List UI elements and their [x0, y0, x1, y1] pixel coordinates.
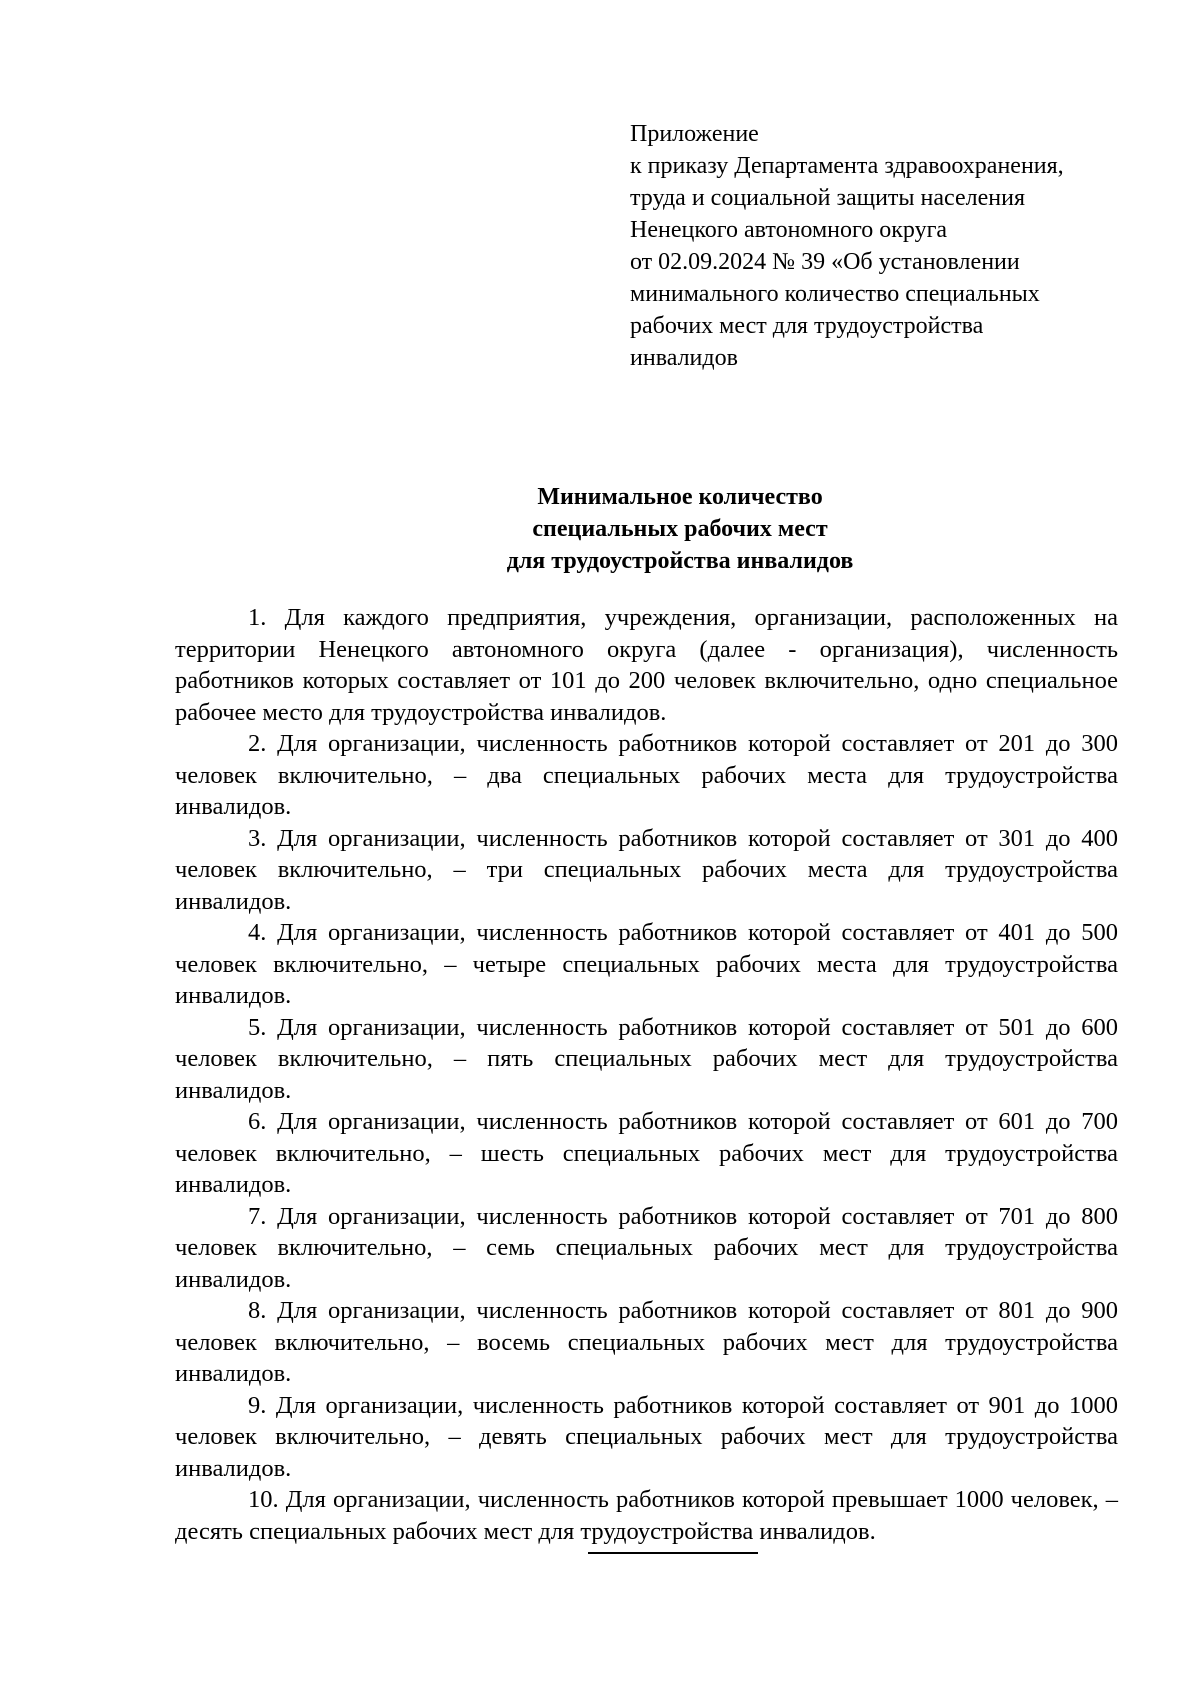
paragraph-10: 10. Для организации, численность работников которой превышает 1000 человек, – десять специальных рабочих мест для трудоустройства инвалидов.	[175, 1486, 1118, 1545]
appendix-line: к приказу Департамента здравоохранения,	[630, 153, 1064, 179]
paragraph-4: 4. Для организации, численность работников которой составляет от 401 до 500 человек включительно, – четыре специальных рабочих места для трудоустройства инвалидов.	[175, 919, 1118, 1009]
title-line: специальных рабочих мест	[532, 516, 828, 542]
paragraph-1: 1. Для каждого предприятия, учреждения, организации, расположенных на территории Ненецкого автономного округа (далее - организация), численность работников которых составляет от 101 до 200 человек включительно, одно специальное рабочее место для трудоустройства инвалидов.	[175, 604, 1118, 726]
appendix-header	[630, 118, 1150, 374]
appendix-line: Ненецкого автономного округа	[630, 217, 948, 243]
paragraph-3: 3. Для организации, численность работников которой составляет от 301 до 400 человек включительно, – три специальных рабочих места для трудоустройства инвалидов.	[175, 824, 1118, 915]
paragraph-5: 5. Для организации, численность работников которой составляет от 501 до 600 человек включительно, – пять специальных рабочих мест для трудоустройства инвалидов.	[175, 1013, 1118, 1104]
paragraph-2: 2. Для организации, численность работников которой составляет от 201 до 300 человек включительно, – два специальных рабочих места для трудоустройства инвалидов.	[175, 730, 1118, 820]
paragraph-6: 6. Для организации, численность работников которой составляет от 601 до 700 человек включительно, – шесть специальных рабочих мест для трудоустройства инвалидов.	[175, 1108, 1118, 1198]
appendix-line: рабочих мест для трудоустройства	[630, 313, 984, 339]
appendix-line: Приложение	[630, 121, 759, 147]
appendix-line: инвалидов	[630, 345, 738, 371]
title-line: для трудоустройства инвалидов	[506, 548, 854, 574]
document-title	[0, 481, 1200, 577]
title-line: Минимальное количество	[537, 484, 823, 510]
end-divider	[588, 1552, 758, 1554]
paragraph-8: 8. Для организации, численность работников которой составляет от 801 до 900 человек включительно, – восемь специальных рабочих мест для трудоустройства инвалидов.	[175, 1297, 1118, 1387]
paragraph-7: 7. Для организации, численность работников которой составляет от 701 до 800 человек включительно, – семь специальных рабочих мест для трудоустройства инвалидов.	[175, 1202, 1118, 1293]
paragraph-9: 9. Для организации, численность работников которой составляет от 901 до 1000 человек включительно, – девять специальных рабочих мест для трудоустройства инвалидов.	[175, 1391, 1118, 1482]
appendix-line: минимального количество специальных	[630, 281, 1040, 307]
appendix-line: труда и социальной защиты населения	[630, 185, 1025, 211]
document-body	[175, 602, 1118, 1547]
appendix-line: от 02.09.2024 № 39 «Об установлении	[630, 249, 1020, 275]
